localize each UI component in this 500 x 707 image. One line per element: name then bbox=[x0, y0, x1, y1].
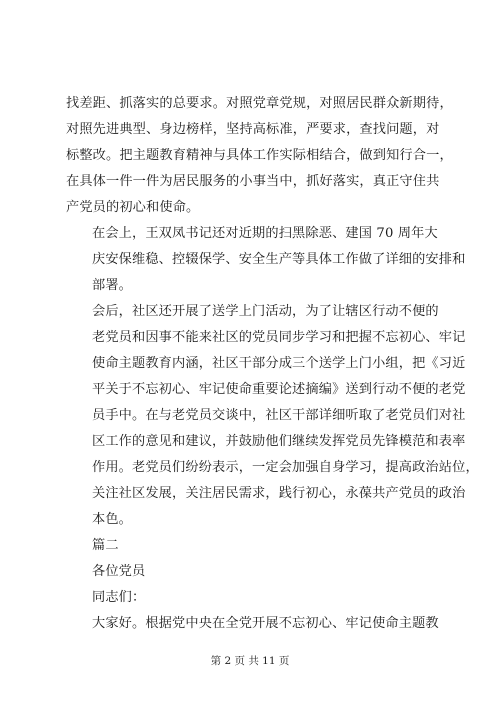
text-line: 老党员和因事不能来社区的党员同步学习和把握不忘初心、牢记 bbox=[92, 330, 466, 345]
text-line: 部署。 bbox=[92, 278, 133, 293]
paragraph bbox=[66, 299, 479, 533]
text-line: 关注社区发展，关注居民需求，践行初心，永葆共产党员的政治 bbox=[92, 486, 466, 501]
paragraph bbox=[66, 585, 434, 611]
text-line: 在具体一件一件为居民服务的小事当中，抓好落实，真正守住共 bbox=[66, 174, 440, 189]
paragraph bbox=[66, 533, 434, 559]
text-line: 大家好。根据党中央在全党开展不忘初心、牢记使命主题教 bbox=[92, 616, 439, 631]
text-line: 使命主题教育内涵，社区干部分成三个送学上门小组，把《习近 bbox=[92, 356, 466, 371]
paragraph bbox=[66, 559, 434, 585]
text-line: 在会上，王双凤书记还对近期的扫黑除恶、建国 70 周年大 bbox=[92, 226, 438, 241]
paragraph bbox=[66, 91, 453, 221]
text-line: 会后，社区还开展了送学上门活动，为了让辖区行动不便的 bbox=[92, 304, 439, 319]
text-line: 同志们： bbox=[92, 590, 146, 605]
text-line: 本色。 bbox=[92, 512, 133, 527]
text-line: 员手中。在与老党员交谈中，社区干部详细听取了老党员们对社 bbox=[92, 408, 466, 423]
text-line: 对照先进典型、身边榜样，坚持高标准，严要求，查找问题，对 bbox=[66, 122, 440, 137]
paragraph bbox=[66, 611, 439, 637]
text-line: 产党员的初心和使命。 bbox=[66, 200, 200, 215]
text-line: 庆安保维稳、控辍保学、安全生产等具体工作做了详细的安排和 bbox=[92, 252, 466, 267]
page-footer: 第 2 页 共 11 页 bbox=[210, 655, 290, 667]
text-line: 标整改。把主题教育精神与具体工作实际相结合，做到知行合一， bbox=[66, 148, 453, 163]
paragraph bbox=[66, 221, 466, 299]
text-line: 找差距、抓落实的总要求。对照党章党规，对照居民群众新期待， bbox=[66, 96, 453, 111]
text-line: 篇二 bbox=[92, 538, 119, 553]
document-body bbox=[66, 91, 479, 637]
text-line: 作用。老党员们纷纷表示，一定会加强自身学习，提高政治站位， bbox=[92, 460, 479, 475]
text-line: 区工作的意见和建议，并鼓励他们继续发挥党员先锋模范和表率 bbox=[92, 434, 466, 449]
text-line: 平关于不忘初心、牢记使命重要论述摘编》送到行动不便的老党 bbox=[92, 382, 466, 397]
text-line: 各位党员 bbox=[92, 564, 146, 579]
